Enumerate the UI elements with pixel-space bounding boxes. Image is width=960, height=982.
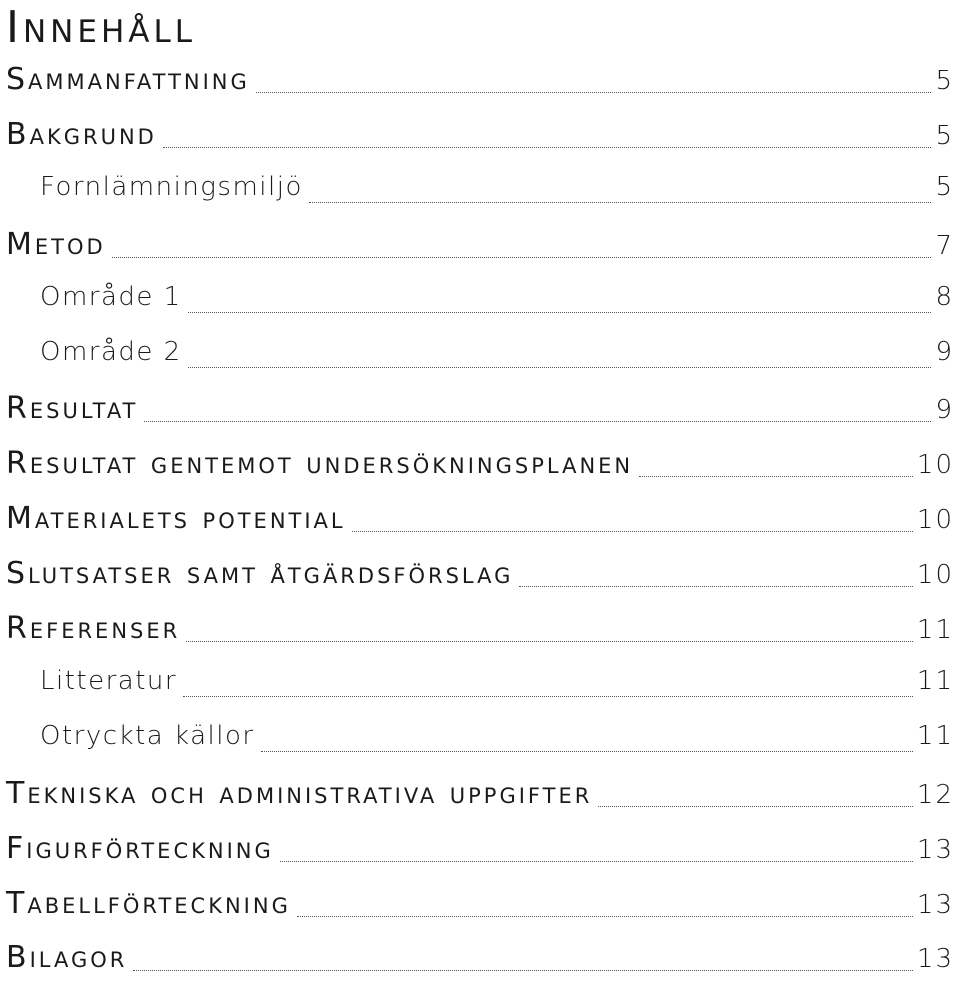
toc-entry-label: Bakgrund: [6, 116, 157, 152]
toc-entry-page-number: 9: [935, 395, 954, 426]
toc-entry[interactable]: [0, 446, 954, 486]
dot-leader: [163, 146, 932, 148]
toc-entry-page-number: 12: [916, 779, 954, 810]
toc-entry[interactable]: [0, 172, 954, 212]
toc-entry[interactable]: [0, 227, 954, 267]
toc-entry[interactable]: [0, 831, 954, 871]
toc-entry-label: Otryckta källor: [40, 720, 255, 751]
dot-leader: [112, 256, 932, 258]
dot-leader: [133, 969, 913, 971]
dot-leader: [352, 530, 913, 532]
toc-entry-page-number: 10: [916, 505, 954, 536]
toc-entry[interactable]: [0, 776, 954, 816]
toc-entry-label: Fornlämningsmiljö: [40, 171, 303, 202]
dot-leader: [186, 640, 913, 642]
toc-entry-page-number: 11: [916, 665, 954, 696]
toc-entry-label: Område 2: [40, 336, 182, 367]
dot-leader: [188, 311, 932, 313]
toc-entry-label: Resultat gentemot undersökningsplanen: [6, 446, 634, 482]
toc-entry[interactable]: [0, 117, 954, 157]
toc-entry-label: Tabellförteckning: [6, 885, 291, 921]
toc-entry-label: Tekniska och administrativa uppgifter: [6, 775, 593, 811]
toc-entry[interactable]: [0, 501, 954, 541]
toc-entry-page-number: 5: [935, 66, 954, 96]
toc-entry-label: Materialets potential: [6, 501, 346, 537]
toc-entry[interactable]: [0, 721, 954, 761]
toc-entry-label: Referenser: [6, 611, 181, 646]
toc-entry-label: Område 1: [40, 281, 182, 312]
toc-entry-label: Litteratur: [40, 665, 178, 696]
toc-entry-page-number: 8: [935, 281, 954, 312]
toc-entry-label: Bilagor: [6, 940, 128, 976]
toc-entry-page-number: 9: [935, 336, 954, 367]
dot-leader: [188, 366, 932, 368]
toc-entry-label: Sammanfattning: [6, 62, 250, 97]
dot-leader: [256, 91, 932, 93]
toc-entry[interactable]: [0, 611, 954, 651]
toc-entry-page-number: 13: [916, 889, 954, 920]
toc-entry-page-number: 13: [916, 944, 954, 975]
toc-entry-page-number: 5: [935, 120, 954, 151]
dot-leader: [297, 915, 913, 917]
dot-leader: [183, 695, 913, 697]
toc-entry[interactable]: [0, 940, 954, 980]
toc-entry[interactable]: [0, 391, 954, 431]
toc-entry[interactable]: [0, 337, 954, 377]
toc-entry-page-number: 11: [916, 720, 954, 751]
dot-leader: [519, 585, 913, 587]
toc-entry-label: Resultat: [6, 391, 139, 427]
dot-leader: [639, 475, 913, 477]
toc-entry[interactable]: [0, 282, 954, 322]
dot-leader: [280, 860, 913, 862]
toc-entry-page-number: 13: [916, 834, 954, 865]
toc-entry-page-number: 10: [916, 450, 954, 481]
toc-entry-label: Figurförteckning: [6, 830, 274, 866]
toc-entry[interactable]: [0, 666, 954, 706]
toc-entry-page-number: 7: [935, 230, 954, 261]
toc-entry[interactable]: [0, 886, 954, 926]
toc-entry-page-number: 10: [916, 560, 954, 591]
dot-leader: [261, 750, 913, 752]
dot-leader: [598, 805, 913, 807]
toc-entry-label: Metod: [6, 226, 106, 262]
toc-entry[interactable]: [0, 556, 954, 596]
toc-entry-page-number: 5: [935, 171, 954, 202]
toc-entry-page-number: 11: [916, 615, 954, 645]
toc-entry[interactable]: [0, 62, 954, 102]
dot-leader: [144, 420, 931, 422]
toc-entry-label: Slutsatser samt åtgärdsförslag: [6, 556, 514, 592]
toc-title: Innehåll: [6, 2, 197, 53]
dot-leader: [309, 201, 932, 203]
